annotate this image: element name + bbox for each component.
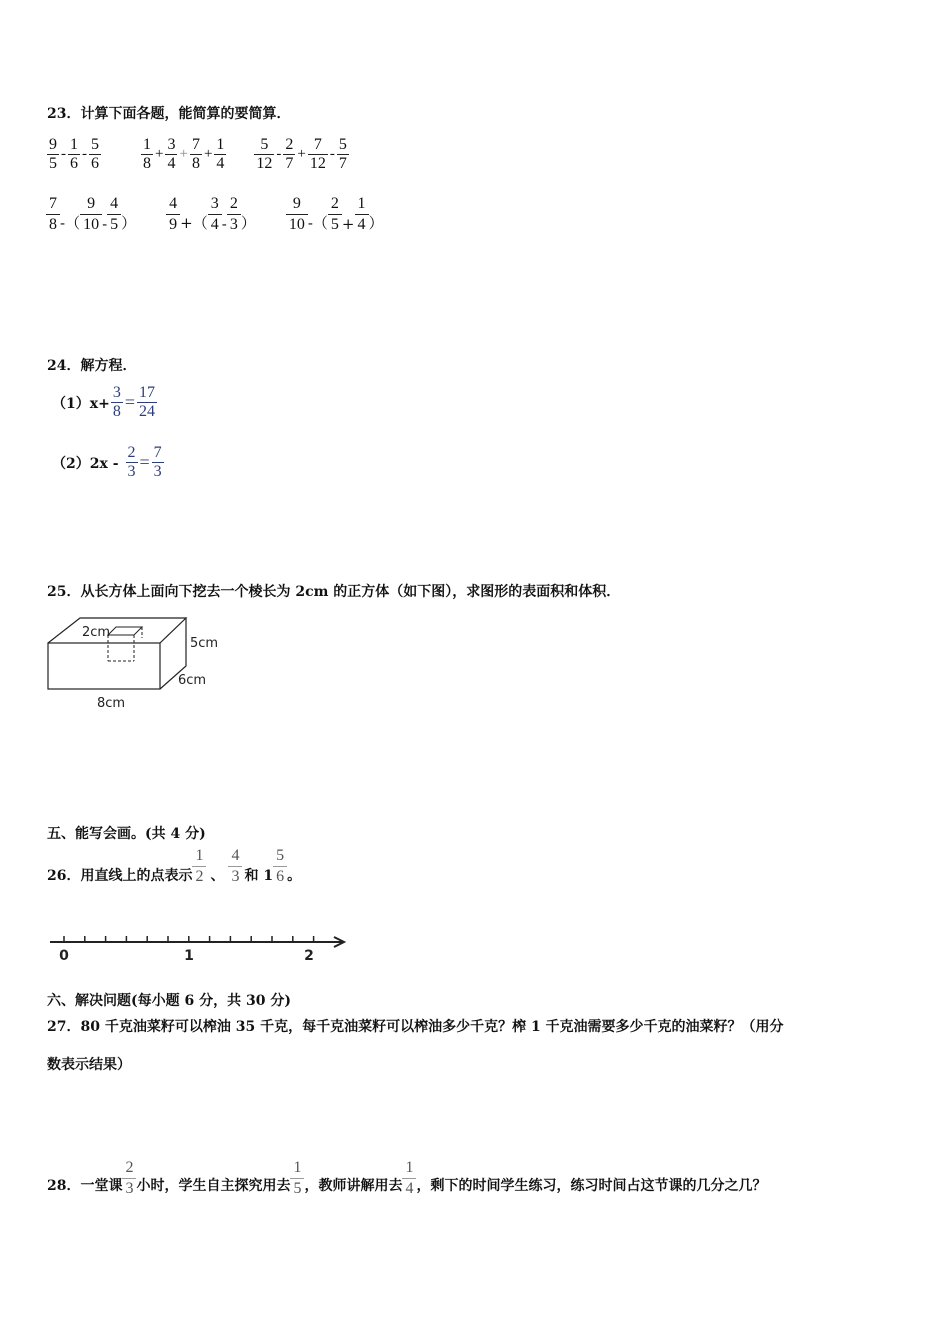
fraction: 9 10 bbox=[80, 194, 102, 235]
fraction: 1 2 bbox=[192, 846, 206, 887]
label-8cm: 8cm bbox=[97, 696, 126, 711]
fraction: $\frac{7}{8}$ bbox=[191, 136, 200, 172]
fraction: 1 4 bbox=[402, 1158, 416, 1199]
fraction: 2 3 bbox=[227, 194, 241, 235]
cuboid-front-face bbox=[48, 643, 160, 689]
q23-expr5: 4 9 +（ 3 4 - 2 3 ） bbox=[166, 194, 256, 235]
fraction: $\frac{5}{6}$ bbox=[91, 136, 99, 172]
fraction: $\frac{1}{6}$ bbox=[70, 136, 78, 172]
fraction: 2 5 bbox=[328, 194, 342, 235]
q24-eq1: （1）x+ $\frac{3}{8}$ = $\frac{17}{24}$ bbox=[52, 384, 155, 420]
axis-label-0: 0 bbox=[59, 948, 69, 964]
fraction: 1 4 bbox=[355, 194, 369, 235]
fraction: 2 3 bbox=[122, 1158, 136, 1199]
fraction: $\frac{2}{7}$ bbox=[285, 136, 294, 172]
fraction: 3 4 bbox=[208, 194, 222, 235]
fraction: 1 5 bbox=[290, 1158, 304, 1199]
q25-title: 25．从长方体上面向下挖去一个棱长为 2cm 的正方体（如下图），求图形的表面积和体积． bbox=[47, 584, 621, 600]
q23-expr6: 9 10 -（ 2 5 + 1 4 ） bbox=[286, 194, 384, 235]
q23-expr2: $\frac{1}{8}$ + $\frac{3}{4}$ + $\frac{7}{8}$ + $\frac{1}{4}$ bbox=[143, 136, 225, 172]
q23-expr4: 7 8 -（ 9 10 - 4 5 ） bbox=[46, 194, 136, 235]
axis-label-1: 1 bbox=[184, 948, 194, 964]
q27-line2: 数表示结果） bbox=[47, 1057, 131, 1073]
fraction: $\frac{3}{4}$ bbox=[167, 136, 176, 172]
axis-label-2: 2 bbox=[304, 948, 314, 964]
fraction: 4 3 bbox=[228, 846, 242, 887]
section6-title: 六、解决问题(每小题 6 分，共 30 分) bbox=[47, 993, 291, 1009]
fraction: $\frac{5}{12}$ bbox=[256, 136, 273, 172]
q23-expr3: $\frac{5}{12}$ - $\frac{2}{7}$ + $\frac{7}{12}$ - $\frac{5}{7}$ bbox=[256, 136, 347, 172]
fraction: 4 9 bbox=[166, 194, 180, 235]
fraction: $\frac{7}{3}$ bbox=[153, 444, 162, 480]
q23-row2 bbox=[46, 194, 384, 235]
q28-line: 28．一堂课 2 3 小时，学生自主探究用去 1 5 ，教师讲解用去 1 4 ，剩下的时间学生练习，练习时间占这节课的几分之几？ bbox=[47, 1159, 767, 1197]
fraction: $\frac{17}{24}$ bbox=[138, 384, 155, 420]
fraction: $\frac{9}{5}$ bbox=[49, 136, 57, 172]
q24-eq2: （2）2x - $\frac{2}{3}$ = $\frac{7}{3}$ bbox=[52, 444, 162, 480]
fraction: $\frac{5}{7}$ bbox=[338, 136, 347, 172]
number-line bbox=[44, 928, 354, 968]
cube-top bbox=[108, 627, 142, 635]
fraction: $\frac{7}{12}$ bbox=[309, 136, 326, 172]
q27-line1: 27．80 千克油菜籽可以榨油 35 千克，每千克油菜籽可以榨油多少千克？榨 1 千克油需要多少千克的油菜籽？（用分 bbox=[47, 1019, 784, 1035]
q24-title: 24．解方程． bbox=[47, 358, 137, 374]
q26-line: 26．用直线上的点表示 1 2 、 4 3 和 1 5 6 。 bbox=[47, 847, 302, 885]
fraction: $\frac{2}{3}$ bbox=[127, 444, 136, 480]
cuboid-top-face bbox=[48, 618, 186, 643]
fraction: $\frac{1}{4}$ bbox=[216, 136, 225, 172]
label-2cm: 2cm bbox=[82, 625, 111, 640]
section5-title: 五、能写会画。(共 4 分) bbox=[47, 826, 206, 842]
fraction: 7 8 bbox=[46, 194, 60, 235]
label-5cm: 5cm bbox=[190, 636, 219, 651]
fraction: $\frac{3}{8}$ bbox=[112, 384, 121, 420]
fraction: 4 5 bbox=[107, 194, 121, 235]
q23-title: 23．计算下面各题，能简算的要简算． bbox=[47, 106, 291, 122]
cuboid-figure bbox=[40, 610, 240, 720]
fraction: $\frac{1}{8}$ bbox=[143, 136, 151, 172]
q23-row1 bbox=[46, 136, 350, 173]
q23-expr1: $\frac{9}{5}$ - $\frac{1}{6}$ - $\frac{5}{6}$ bbox=[49, 136, 99, 172]
label-6cm: 6cm bbox=[178, 673, 207, 688]
fraction: 5 6 bbox=[273, 846, 287, 887]
fraction: 9 10 bbox=[286, 194, 308, 235]
